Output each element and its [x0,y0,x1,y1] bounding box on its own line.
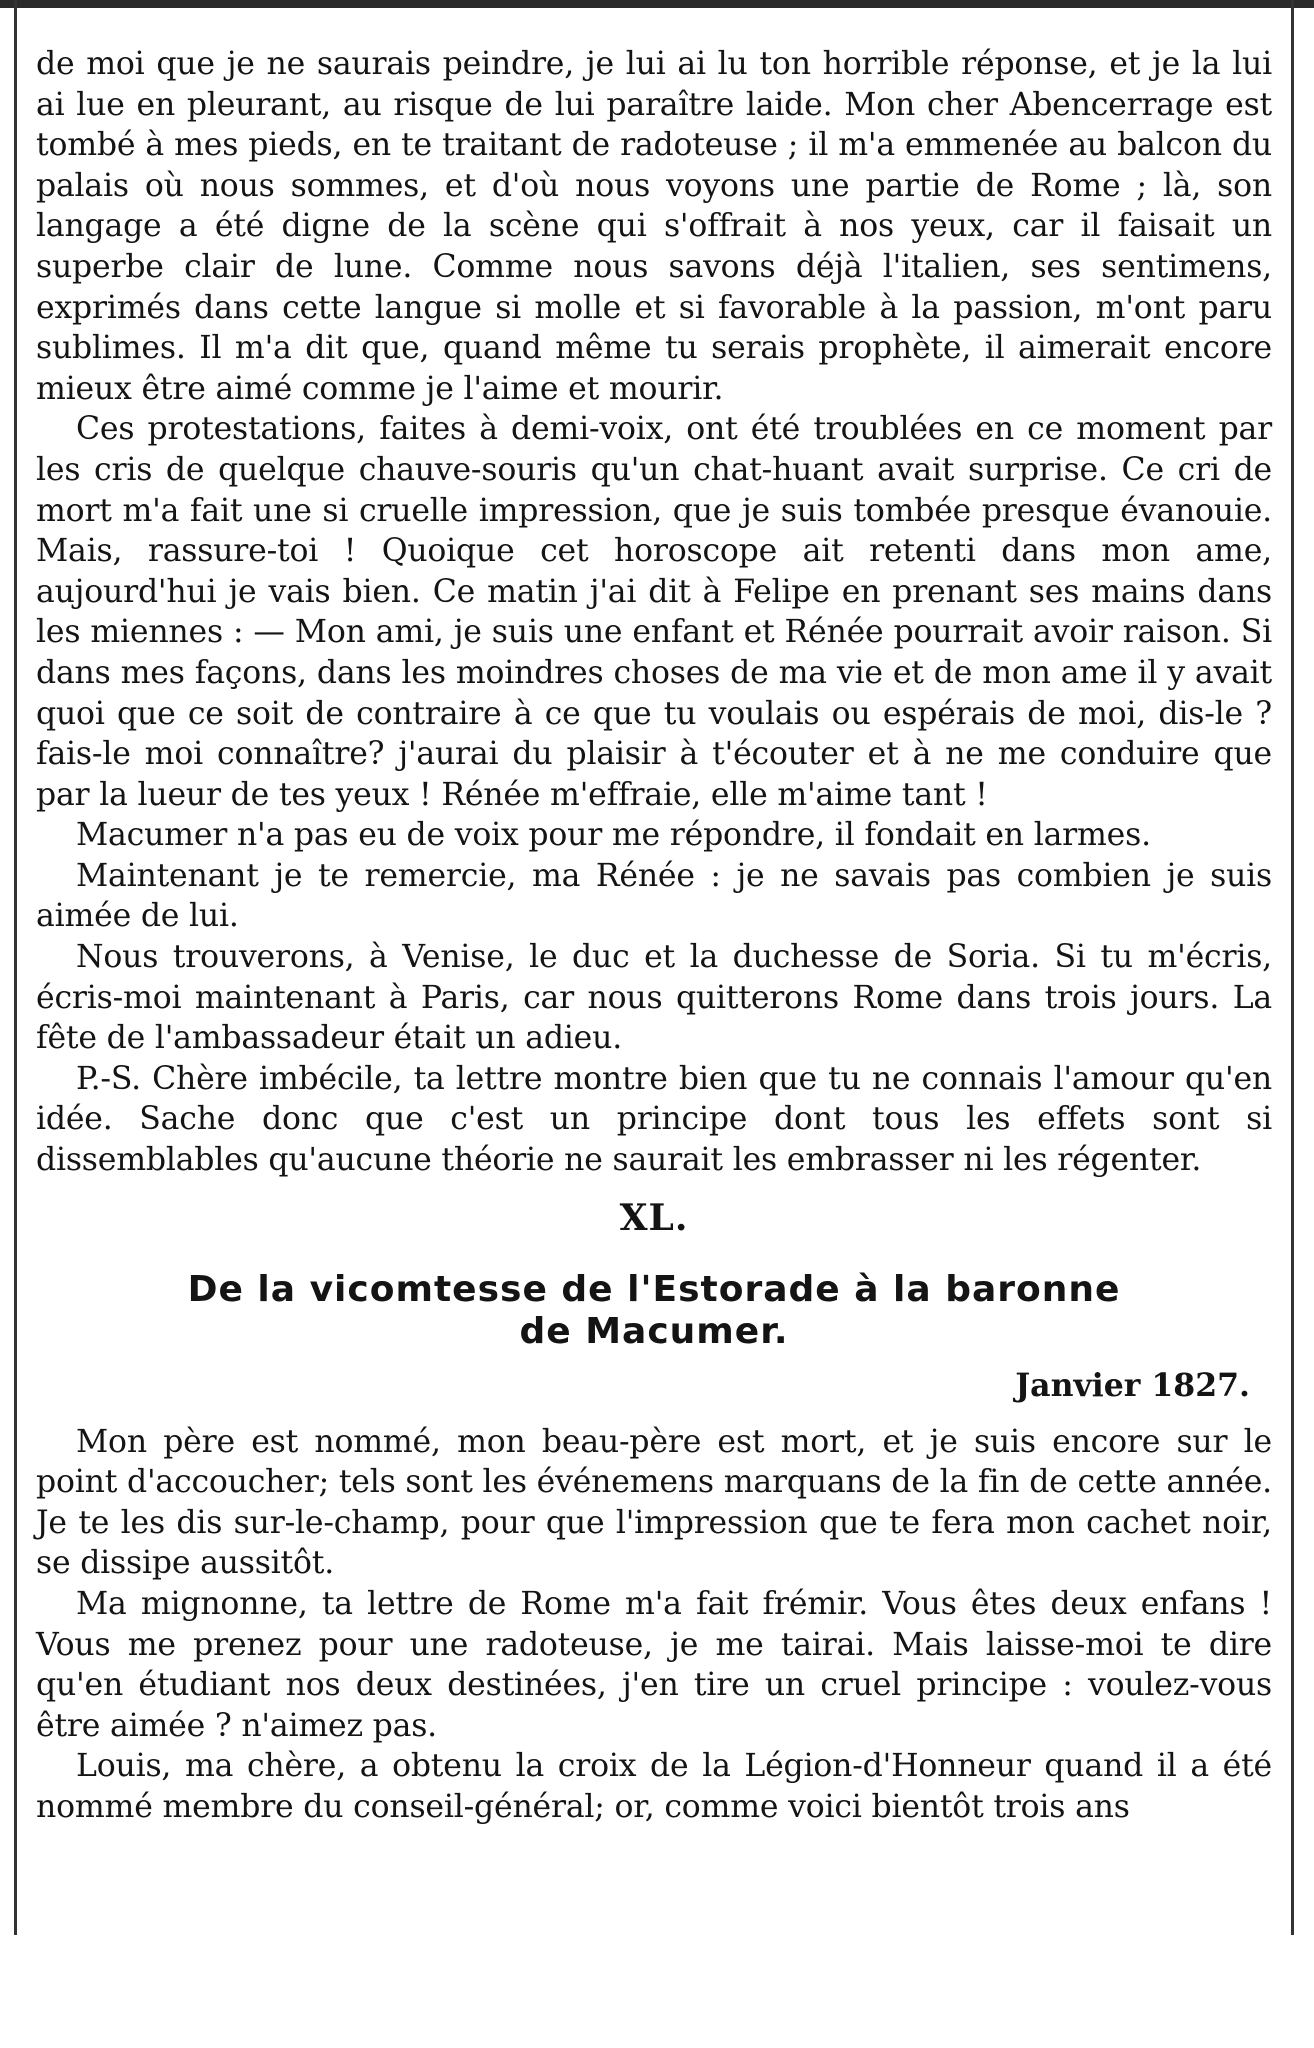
chapter-title-line-2: de Macumer. [519,1310,789,1352]
paragraph-postscript: P.-S. Chère imbécile, ta lettre montre bien que tu ne connais l'amour qu'en idée. Sache donc que c'est un principe dont tous les effets sont si dissemblables qu'aucune théorie ne saurait les embrasser ni les régenter. [36,1060,1272,1179]
paragraph-continuation: de moi que je ne saurais peindre, je lui ai lu ton horrible réponse, et je la lui ai lue en pleurant, au risque de lui paraître laide. Mon cher Abencerrage est tombé à mes pieds, en te traitant de radoteuse ; il m'a emmenée au balcon du palais où nous sommes, et d'où nous voyons une partie de Rome ; là, son langage a été digne de la scène qui s'offrait à nos yeux, car il faisait un superbe clair de lune. Comme nous savons déjà l'italien, ses sentimens, exprimés dans cette langue si molle et si favorable à la passion, m'ont paru sublimes. Il m'a dit que, quand même tu serais prophète, il aimerait encore mieux être aimé comme je l'aime et mourir. [36,46,1272,407]
paragraph-louis: Louis, ma chère, a obtenu la croix de la Légion-d'Honneur quand il a été nommé membre du conseil-général; or, comme voici bientôt trois ans [36,1748,1272,1825]
chapter-title [36,1269,1272,1353]
paragraph-maintenant: Maintenant je te remercie, ma Rénée : je ne savais pas combien je suis aimée de lui. [36,857,1272,935]
paragraph-pere: Mon père est nommé, mon beau-père est mort, et je suis encore sur le point d'accoucher; tels sont les événemens marquans de la fin de cette année. Je te les dis sur-le-champ, pour que l'impression que te fera mon cachet noir, se dissipe aussitôt. [36,1423,1272,1582]
right-column-rule [1291,0,1294,1935]
top-rule [0,0,1314,8]
chapter-number: XL. [619,1196,689,1239]
letter-date: Janvier 1827. [1015,1366,1250,1404]
paragraph-protestations: Ces protestations, faites à demi-voix, ont été troublées en ce moment par les cris de quelque chauve-souris qu'un chat-huant avait surprise. Ce cri de mort m'a fait une si cruelle impression, que je suis tombée presque évanouie. Mais, rassure-toi ! Quoique cet horoscope ait retenti dans mon ame, aujourd'hui je vais bien. Ce matin j'ai dit à Felipe en prenant ses mains dans les miennes : — Mon ami, je suis une enfant et Rénée pourrait avoir raison. Si dans mes façons, dans les moindres choses de ma vie et de mon ame il y avait quoi que ce soit de contraire à ce que tu voulais ou espérais de moi, dis-le ? fais-le moi connaître? j'aurai du plaisir à t'écouter et à ne me conduire que par la lueur de tes yeux ! Rénée m'effraie, elle m'aime tant ! [36,411,1272,813]
left-column-rule [14,0,17,1935]
paragraph-venise: Nous trouverons, à Venise, le duc et la duchesse de Soria. Si tu m'écris, écris-moi maintenant à Paris, car nous quitterons Rome dans trois jours. La fête de l'ambassadeur était un adieu. [36,939,1272,1057]
paragraph-macumer: Macumer n'a pas eu de voix pour me répondre, il fondait en larmes. [76,817,1151,854]
paragraph-mignonne: Ma mignonne, ta lettre de Rome m'a fait frémir. Vous êtes deux enfans ! Vous me prenez pour une radoteuse, je me tairai. Mais laisse-moi te dire qu'en étudiant nos deux destinées, j'en tire un cruel principe : voulez-vous être aimée ? n'aimez pas. [36,1586,1272,1744]
text-column [36,44,1272,1828]
chapter-title-line-1: De la vicomtesse de l'Estorade à la baronne [187,1268,1121,1310]
